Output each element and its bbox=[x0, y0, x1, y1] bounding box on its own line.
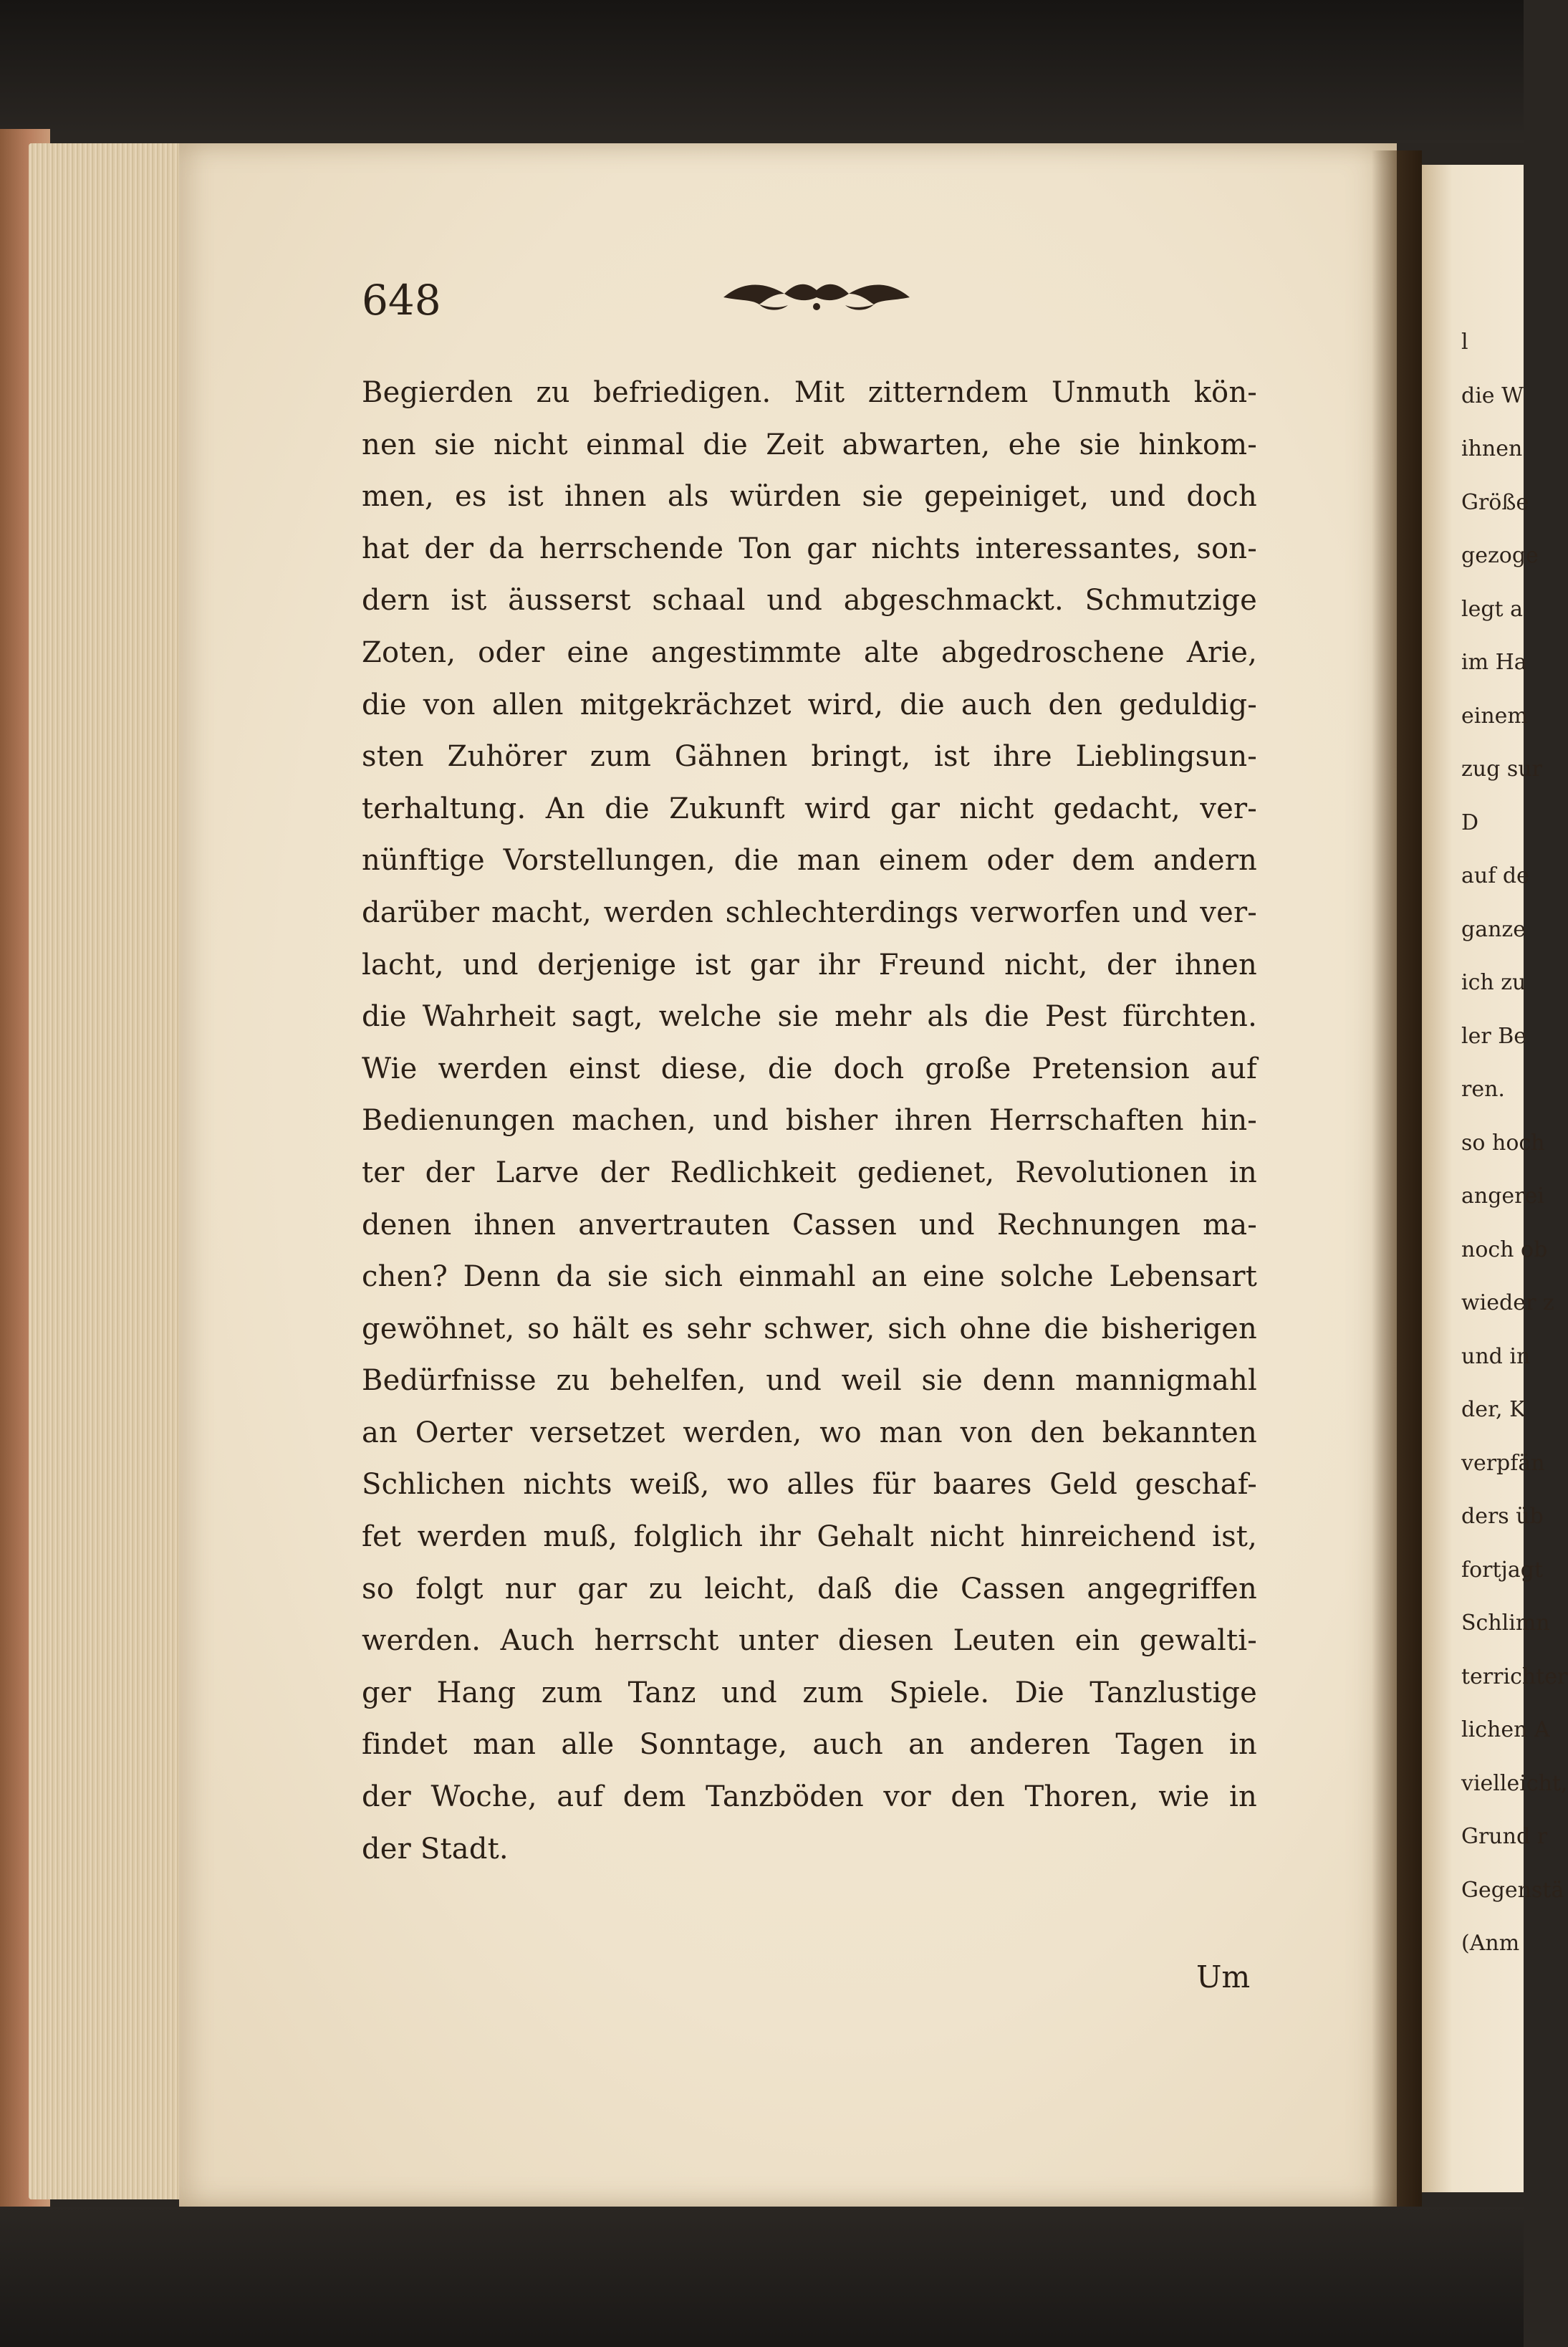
facing-page-fragment: ler Be bbox=[1461, 1023, 1527, 1049]
text-line: Wie werden einst diese, die doch große Pretension auf bbox=[362, 1052, 1257, 1085]
facing-page-fragment: Schlimn bbox=[1461, 1611, 1550, 1636]
facing-page-fragment: ich zu bbox=[1461, 970, 1526, 995]
facing-page-fragment: so hoch bbox=[1461, 1130, 1545, 1156]
text-line: hat der da herrschende Ton gar nichts interessantes, son- bbox=[362, 532, 1257, 565]
facing-page-fragment: (Anm bbox=[1461, 1931, 1520, 1956]
text-line: Schlichen nichts weiß, wo alles für baares Geld geschaf- bbox=[362, 1468, 1257, 1502]
facing-page-fragment: D bbox=[1461, 810, 1479, 835]
facing-page-fragment: angerei bbox=[1461, 1184, 1544, 1209]
facing-page-fragment: Grund r bbox=[1461, 1824, 1548, 1849]
text-line: chen? Denn da sie sich einmahl an eine solche Lebensart bbox=[362, 1260, 1257, 1294]
facing-page-fragment: ren. bbox=[1461, 1077, 1505, 1102]
text-line: denen ihnen anvertrauten Cassen und Rechnungen ma- bbox=[362, 1208, 1257, 1242]
facing-page-fragment: auf de bbox=[1461, 863, 1529, 888]
text-line: an Oerter versetzet werden, wo man von den bekannten bbox=[362, 1416, 1257, 1449]
text-line: Bedürfnisse zu behelfen, und weil sie denn mannigmahl bbox=[362, 1364, 1257, 1398]
text-line: die Wahrheit sagt, welche sie mehr als die Pest fürchten. bbox=[362, 1000, 1257, 1034]
text-line: Begierden zu befriedigen. Mit zitterndem Unmuth kön- bbox=[362, 376, 1257, 409]
facing-page-fragment: zug sur bbox=[1461, 757, 1542, 782]
body-text bbox=[362, 367, 1257, 1875]
text-line: fet werden muß, folglich ihr Gehalt nicht hinreichend ist, bbox=[362, 1520, 1257, 1554]
facing-page-fragment: gezoge bbox=[1461, 543, 1539, 568]
text-line: nünftige Vorstellungen, die man einem oder dem andern bbox=[362, 844, 1257, 878]
facing-page-fragment: vielleicht, bbox=[1461, 1770, 1568, 1796]
text-line: der Woche, auf dem Tanzböden vor den Thoren, wie in bbox=[362, 1780, 1257, 1814]
facing-page-fragment: und in bbox=[1461, 1343, 1531, 1369]
text-line: terhaltung. An die Zukunft wird gar nicht gedacht, ver- bbox=[362, 792, 1257, 825]
catchword: Um bbox=[1196, 1959, 1251, 1995]
facing-page-fragment: l bbox=[1461, 330, 1468, 355]
background-top bbox=[0, 0, 1524, 143]
facing-page-fragment: noch ob bbox=[1461, 1237, 1548, 1262]
text-line: der Stadt. bbox=[362, 1832, 509, 1866]
text-line: Zoten, oder eine angestimmte alte abgedroschene Arie, bbox=[362, 635, 1257, 669]
facing-page-fragment: Größe bbox=[1461, 489, 1529, 515]
facing-page-fragment: ihnen bbox=[1461, 436, 1523, 461]
facing-page-fragment: lichen A bbox=[1461, 1717, 1550, 1742]
facing-page-fragment: im Ha bbox=[1461, 650, 1527, 675]
page-number: 648 bbox=[362, 276, 441, 325]
text-line: darüber macht, werden schlechterdings verworfen und ver- bbox=[362, 896, 1257, 929]
facing-page-fragment: fortjagt bbox=[1461, 1557, 1544, 1583]
page-edges bbox=[29, 143, 201, 2199]
text-line: men, es ist ihnen als würden sie gepeiniget, und doch bbox=[362, 480, 1257, 514]
text-line: gewöhnet, so hält es sehr schwer, sich ohne die bisherigen bbox=[362, 1312, 1257, 1345]
text-line: ger Hang zum Tanz und zum Spiele. Die Tanzlustige bbox=[362, 1676, 1257, 1709]
facing-page-fragment: legt a bbox=[1461, 596, 1524, 622]
text-line: ter der Larve der Redlichkeit gedienet, Revolutionen in bbox=[362, 1156, 1257, 1189]
text-line: nen sie nicht einmal die Zeit abwarten, ehe sie hinkom- bbox=[362, 428, 1257, 461]
text-line: dern ist äusserst schaal und abgeschmackt. Schmutzige bbox=[362, 584, 1257, 618]
text-line: werden. Auch herrscht unter diesen Leuten ein gewalti- bbox=[362, 1624, 1257, 1658]
facing-page-fragment: der, K bbox=[1461, 1397, 1526, 1422]
text-line: lacht, und derjenige ist gar ihr Freund nicht, der ihnen bbox=[362, 948, 1257, 981]
facing-page-fragment: wieder z bbox=[1461, 1290, 1554, 1315]
facing-page-fragment: ders üb bbox=[1461, 1504, 1544, 1529]
text-line: die von allen mitgekrächzet wird, die auch den geduldig- bbox=[362, 688, 1257, 721]
text-line: Bedienungen machen, und bisher ihren Herrschaften hin- bbox=[362, 1104, 1257, 1138]
book-gutter bbox=[1372, 150, 1422, 2207]
facing-page-fragment: die W bbox=[1461, 383, 1524, 408]
decorative-ornament-icon bbox=[716, 272, 917, 322]
facing-page-fragment: einem bbox=[1461, 703, 1528, 729]
facing-page-fragment: ganze bbox=[1461, 916, 1526, 942]
facing-page-fragment: verpfän bbox=[1461, 1450, 1545, 1476]
background-bottom bbox=[0, 2207, 1524, 2347]
facing-page-fragment: Gegenstä bbox=[1461, 1877, 1564, 1903]
text-line: findet man alle Sonntage, auch an anderen Tagen in bbox=[362, 1728, 1257, 1762]
facing-page-fragment: terrichter bbox=[1461, 1664, 1568, 1689]
text-line: so folgt nur gar zu leicht, daß die Cassen angegriffen bbox=[362, 1572, 1257, 1606]
text-line: sten Zuhörer zum Gähnen bringt, ist ihre Lieblingsun- bbox=[362, 740, 1257, 774]
